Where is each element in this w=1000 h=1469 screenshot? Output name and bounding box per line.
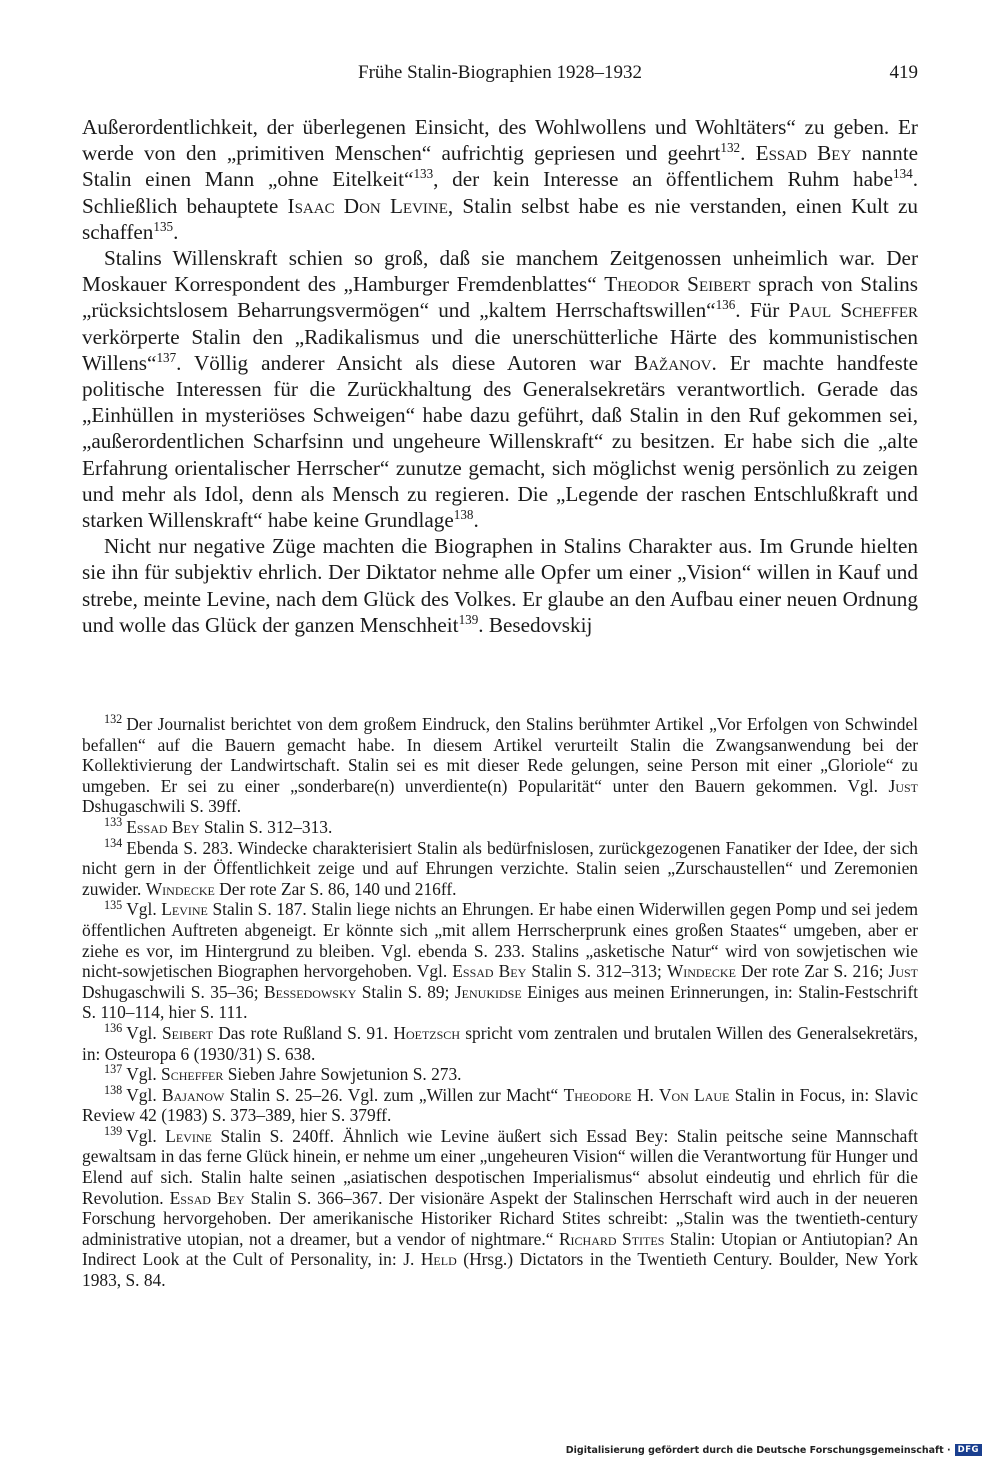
paragraph xyxy=(82,114,918,245)
footnotes xyxy=(82,714,918,1291)
author-name: Hoetzsch xyxy=(393,1022,460,1043)
author-name: Just xyxy=(888,775,918,796)
text-run: sprach von Stalins „rücksichtslosem Beharrungsvermögen“ und „kaltem Herrschaftswillen“ xyxy=(82,272,918,323)
text-run: Stalin S. 240ff. Ähnlich wie Levine äußert sich Essad Bey: Stalin peitsche seine Mannschaft gewaltsam in das ferne Glück hinein, er nehme um einer „ungeheuren Vision“ willen die Verantwortung für Hunger und Elend auf sich. Stalin halte seinen „asiatischen despotischen Imperialismus“ absolut eindeutig und ehrlich für die Revolution. xyxy=(82,1125,918,1208)
footnote-number: 137 xyxy=(104,1062,123,1077)
dfg-logo: DFG xyxy=(955,1444,982,1456)
text-run: (Hrsg.) Dictators in the Twentieth Century. Boulder, New York 1983, S. 84. xyxy=(82,1249,918,1291)
footnote-ref: 137 xyxy=(156,349,177,365)
text-run: spricht vom zentralen und brutalen Willen des Generalsekretärs, in: Osteuropa 6 (1930/31) S. 638. xyxy=(82,1022,918,1064)
running-title: Frühe Stalin-Biographien 1928–1932 xyxy=(358,62,642,83)
footnote-136 xyxy=(82,1023,918,1064)
text-run: Stalin S. 366–367. Der visionäre Aspekt der Stalinschen Herrschaft wird auch in der neueren Forschung hervorgehoben. Der amerikanische Historiker Richard Stites schreibt: „Stalin was the twentieth-century administrative utopian, not a dreamer, but a vendor of nightmare.“ xyxy=(82,1187,918,1249)
footnote-number: 136 xyxy=(104,1021,123,1036)
author-name: Isaac Don Levine xyxy=(287,193,448,218)
footnote-ref: 132 xyxy=(720,140,741,156)
footnote-134 xyxy=(82,835,918,900)
author-name: Essad Bey xyxy=(126,816,200,837)
text-run: , Stalin selbst habe es nie verstanden, einen Kult zu schaffen xyxy=(82,193,918,244)
author-name: Levine xyxy=(165,1125,212,1146)
text-run: Stalin: Utopian or Antiutopian? An Indirect Look at the Cult of Personality, in: J. xyxy=(82,1228,918,1270)
author-name: Paul Scheffer xyxy=(788,298,918,323)
page-number: 419 xyxy=(889,62,918,83)
text-run: . Er machte handfeste politische Interessen für die Zurückhaltung des Generalsekretärs verantwortlich. Gerade das „Einhüllen in mysteriöses Schweigen“ habe dazu geführt, daß Stalin in den Ruf gekommen sei, „außerordentlichen Scharfsinn und ungeheure Willenskraft“ zu besitzen. Er habe sich die „alte Erfahrung orientalischer Herrscher“ zunutze gemacht, sich möglichst wenig persönlich zu zeigen und mehr als Idol, denn als Mensch zu regieren. Die „Legende der raschen Entschlußkraft und starken Willenskraft“ habe keine Grundlage xyxy=(82,350,918,533)
text-run: Vgl. xyxy=(126,899,162,920)
author-name: Windecke xyxy=(666,961,736,982)
funding-note: Digitalisierung gefördert durch die Deutsche Forschungsgemeinschaft · xyxy=(565,1444,951,1456)
author-name: Bažanov xyxy=(634,350,712,375)
author-name: Theodor Seibert xyxy=(604,272,751,297)
author-name: Seibert xyxy=(161,1022,213,1043)
footnote-number: 139 xyxy=(104,1124,123,1139)
author-name: Essad Bey xyxy=(755,141,852,166)
author-name: Essad Bey xyxy=(169,1187,245,1208)
text-run: Dshugaschwili S. 39ff. xyxy=(82,796,242,817)
author-name: Theodore H. Von Laue xyxy=(563,1084,730,1105)
paragraph xyxy=(82,533,918,638)
text-run: Vgl. xyxy=(126,1125,166,1146)
text-run: nannte Stalin einen Mann „ohne Eitelkeit“ xyxy=(82,141,919,192)
text-run: Vgl. xyxy=(126,1084,163,1105)
text-run: . Schließlich behauptete xyxy=(82,167,919,218)
author-name: Held xyxy=(420,1249,457,1270)
text-run: . xyxy=(173,219,179,244)
text-run: Der Journalist berichtet von dem großem Eindruck, den Stalins berühmter Artikel „Vor Erfolgen von Schwindel befallen“ auf die Bauern gemacht habe. In diesem Artikel verurteilt Stalin die Zwangsanwendung bei der Kollektivierung der Landwirtschaft. Stalin sei es mit dieser Rede gelungen, seine Person mit einer „Gloriole“ zu umgeben. Er sei zu einer „sonderbare(n) unverdiente(n) Popularität“ unter den Bauern gekommen. Vgl. xyxy=(82,714,918,796)
footnote-135 xyxy=(82,899,918,1023)
text-run: Stalin S. 312–313; xyxy=(526,961,667,982)
text-run: Einiges aus meinen Erinnerungen, in: Stalin-Festschrift S. 110–114, hier S. 111. xyxy=(82,981,918,1023)
author-name: Bajanow xyxy=(162,1084,225,1105)
author-name: Bessedowsky xyxy=(264,981,357,1002)
footnote-132 xyxy=(82,714,918,817)
text-run: Der rote Zar S. 86, 140 und 216ff. xyxy=(214,878,457,899)
text-run: Vgl. xyxy=(126,1022,162,1043)
text-run: . Besedovskij xyxy=(478,612,593,637)
author-name: Scheffer xyxy=(161,1064,224,1085)
text-run: . Für xyxy=(735,298,789,323)
text-run: verkörperte Stalin den „Radikalismus und die unerschütterliche Härte des kommunistischen Willens“ xyxy=(82,324,918,375)
text-run: . Völlig anderer Ansicht als diese Autoren war xyxy=(176,350,635,375)
author-name: Jenukidse xyxy=(454,981,522,1002)
text-run: Stalin S. 89; xyxy=(356,981,455,1002)
footnote-number: 132 xyxy=(104,712,123,727)
author-name: Windecke xyxy=(145,878,215,899)
running-head xyxy=(82,62,918,88)
footnote-ref: 138 xyxy=(453,506,474,522)
footnote-ref: 135 xyxy=(153,218,174,234)
footnote-137 xyxy=(82,1064,918,1085)
text-run: Stalins Willenskraft schien so groß, daß sie manchem Zeitgenossen unheimlich war. Der Moskauer Korrespondent des „Hamburger Fremdenblattes“ xyxy=(82,246,918,297)
footnote-number: 134 xyxy=(104,835,123,850)
footnote-133 xyxy=(82,817,918,838)
text-run: Stalin S. 187. Stalin liege nichts an Ehrungen. Er habe einen Widerwillen gegen Pomp und sei jedem öffentlichen Auftreten abgeneigt. Er könnte sich „mit allem Herrscherprunk eines großen Staates“ umgeben, aber er ziehe es vor, im Hintergrund zu bleiben. Vgl. ebenda S. 233. Stalins „asketische Natur“ wird von sowjetischen wie nicht-sowjetischen Biographen hervorgehoben. Vgl. xyxy=(82,899,918,982)
digitization-footer xyxy=(566,1443,982,1457)
text-run: Das rote Rußland S. 91. xyxy=(212,1022,394,1043)
footnote-138 xyxy=(82,1082,919,1126)
footnote-number: 135 xyxy=(104,897,123,912)
author-name: Richard Stites xyxy=(558,1228,665,1249)
text-run: Stalin in Focus, in: Slavic Review 42 (1983) S. 373–389, hier S. 379ff. xyxy=(82,1084,919,1126)
footnote-number: 133 xyxy=(104,815,123,830)
text-run: Vgl. xyxy=(126,1064,162,1085)
author-name: Essad Bey xyxy=(452,961,527,982)
footnote-number: 138 xyxy=(104,1082,123,1097)
text-run: Der rote Zar S. 216; xyxy=(735,961,889,982)
author-name: Just xyxy=(888,961,918,982)
text-run: Ebenda S. 283. Windecke charakterisiert Stalin als bedürfnislosen, zurückgezogenen Fanatiker der Idee, der sich nicht gern in der Öffentlichkeit zeige und auf Ehrungen verzichte. Stalin seien „Zurschaustellen“ und Zeremonien zuwider. xyxy=(82,837,918,899)
text-run: Nicht nur negative Züge machten die Biographen in Stalins Charakter aus. Im Grunde hielten sie ihn für subjektiv ehrlich. Der Diktator nehme alle Opfer um einer „Vision“ willen in Kauf und strebe, meinte Levine, nach dem Glück des Volkes. Er glaube an den Aufbau einer neuen Ordnung und wolle das Glück der ganzen Menschheit xyxy=(82,534,918,637)
footnote-ref: 139 xyxy=(458,611,479,627)
text-run: Außerordentlichkeit, der überlegenen Einsicht, des Wohlwollens und Wohltäters“ zu geben. Er werde von den „primitiven Menschen“ aufrichtig gepriesen und geehrt xyxy=(82,115,918,166)
text-run: , der kein Interesse an öffentlichem Ruhm habe xyxy=(433,167,894,192)
footnote-139 xyxy=(82,1126,918,1291)
footnote-ref: 136 xyxy=(715,297,736,313)
footnote-ref: 133 xyxy=(413,166,434,182)
main-text xyxy=(82,114,918,638)
text-run: . xyxy=(740,141,756,166)
author-name: Levine xyxy=(161,899,208,920)
paragraph xyxy=(82,245,918,533)
text-run: . xyxy=(473,508,479,533)
footnote-ref: 134 xyxy=(893,166,913,182)
text-run: Sieben Jahre Sowjetunion S. 273. xyxy=(223,1064,462,1085)
text-run: Dshugaschwili S. 35–36; xyxy=(82,981,265,1002)
text-run: Stalin S. 25–26. Vgl. zum „Willen zur Macht“ xyxy=(224,1084,564,1105)
text-run: Stalin S. 312–313. xyxy=(199,816,333,837)
